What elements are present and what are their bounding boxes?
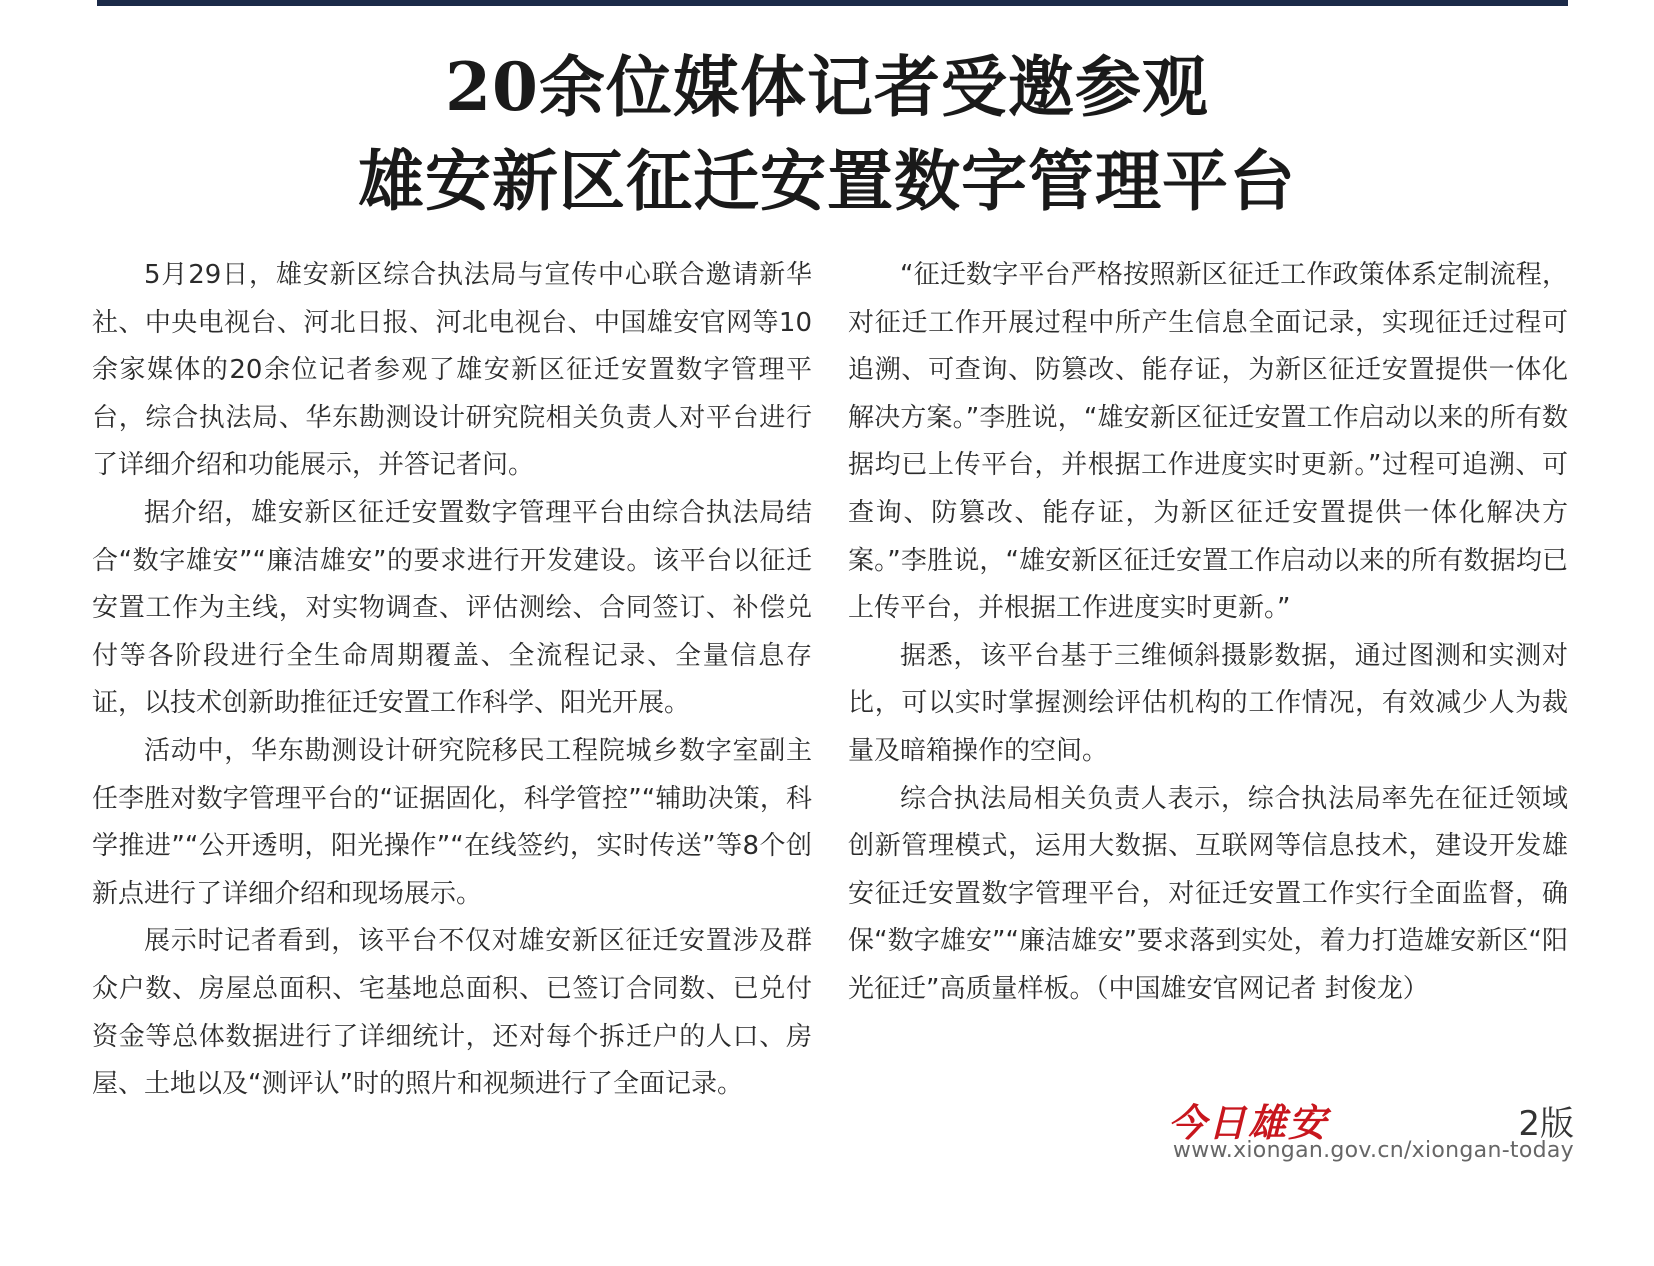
page-number: 2版 <box>1518 1104 1574 1144</box>
title-line-1: 20余位媒体记者受邀参观 <box>445 48 1209 126</box>
top-border-bar <box>97 0 1568 6</box>
left-column <box>92 252 812 1109</box>
title-line-2: 雄安新区征迁安置数字管理平台 <box>358 142 1296 220</box>
masthead <box>1168 1092 1574 1162</box>
paragraph: “征迁数字平台严格按照新区征迁工作政策体系定制流程，对征迁工作开展过程中所产生信息全面记录，实现征迁过程可追溯、可查询、防篡改、能存证，为新区征迁安置提供一体化解决方案。”李胜说，“雄安新区征迁安置工作启动以来的所有数据均已上传平台，并根据工作进度实时更新。”过程可追溯、可查询、防篡改、能存证，为新区征迁安置提供一体化解决方案。”李胜说，“雄安新区征迁安置工作启动以来的所有数据均已上传平台，并根据工作进度实时更新。” <box>848 260 1568 624</box>
article-title <box>0 40 1654 228</box>
paragraph: 活动中，华东勘测设计研究院移民工程院城乡数字室副主任李胜对数字管理平台的“证据固化，科学管控”“辅助决策，科学推进”“公开透明，阳光操作”“在线签约，实时传送”等8个创新点进行了详细介绍和现场展示。 <box>92 735 812 909</box>
site-url[interactable]: www.xiongan.gov.cn/xiongan-today <box>1172 1138 1574 1163</box>
paragraph: 据悉，该平台基于三维倾斜摄影数据，通过图测和实测对比，可以实时掌握测绘评估机构的工作情况，有效减少人为裁量及暗箱操作的空间。 <box>848 640 1568 766</box>
right-column <box>848 252 1568 1014</box>
paragraph: 展示时记者看到，该平台不仅对雄安新区征迁安置涉及群众户数、房屋总面积、宅基地总面积、已签订合同数、已兑付资金等总体数据进行了详细统计，还对每个拆迁户的人口、房屋、土地以及“测评认”时的照片和视频进行了全面记录。 <box>92 926 812 1100</box>
paragraph: 据介绍，雄安新区征迁安置数字管理平台由综合执法局结合“数字雄安”“廉洁雄安”的要求进行开发建设。该平台以征迁安置工作为主线，对实物调查、评估测绘、合同签订、补偿兑付等各阶段进行全生命周期覆盖、全流程记录、全量信息存证，以技术创新助推征迁安置工作科学、阳光开展。 <box>92 497 812 719</box>
newspaper-logo: 今日雄安 <box>1168 1100 1329 1145</box>
paragraph: 5月29日，雄安新区综合执法局与宣传中心联合邀请新华社、中央电视台、河北日报、河北电视台、中国雄安官网等10余家媒体的20余位记者参观了雄安新区征迁安置数字管理平台，综合执法局、华东勘测设计研究院相关负责人对平台进行了详细介绍和功能展示，并答记者问。 <box>92 260 812 481</box>
paragraph: 综合执法局相关负责人表示，综合执法局率先在征迁领域创新管理模式，运用大数据、互联网等信息技术，建设开发雄安征迁安置数字管理平台，对征迁安置工作实行全面监督，确保“数字雄安”“廉洁雄安”要求落到实处，着力打造雄安新区“阳光征迁”高质量样板。（中国雄安官网记者 封俊龙） <box>848 783 1568 1004</box>
